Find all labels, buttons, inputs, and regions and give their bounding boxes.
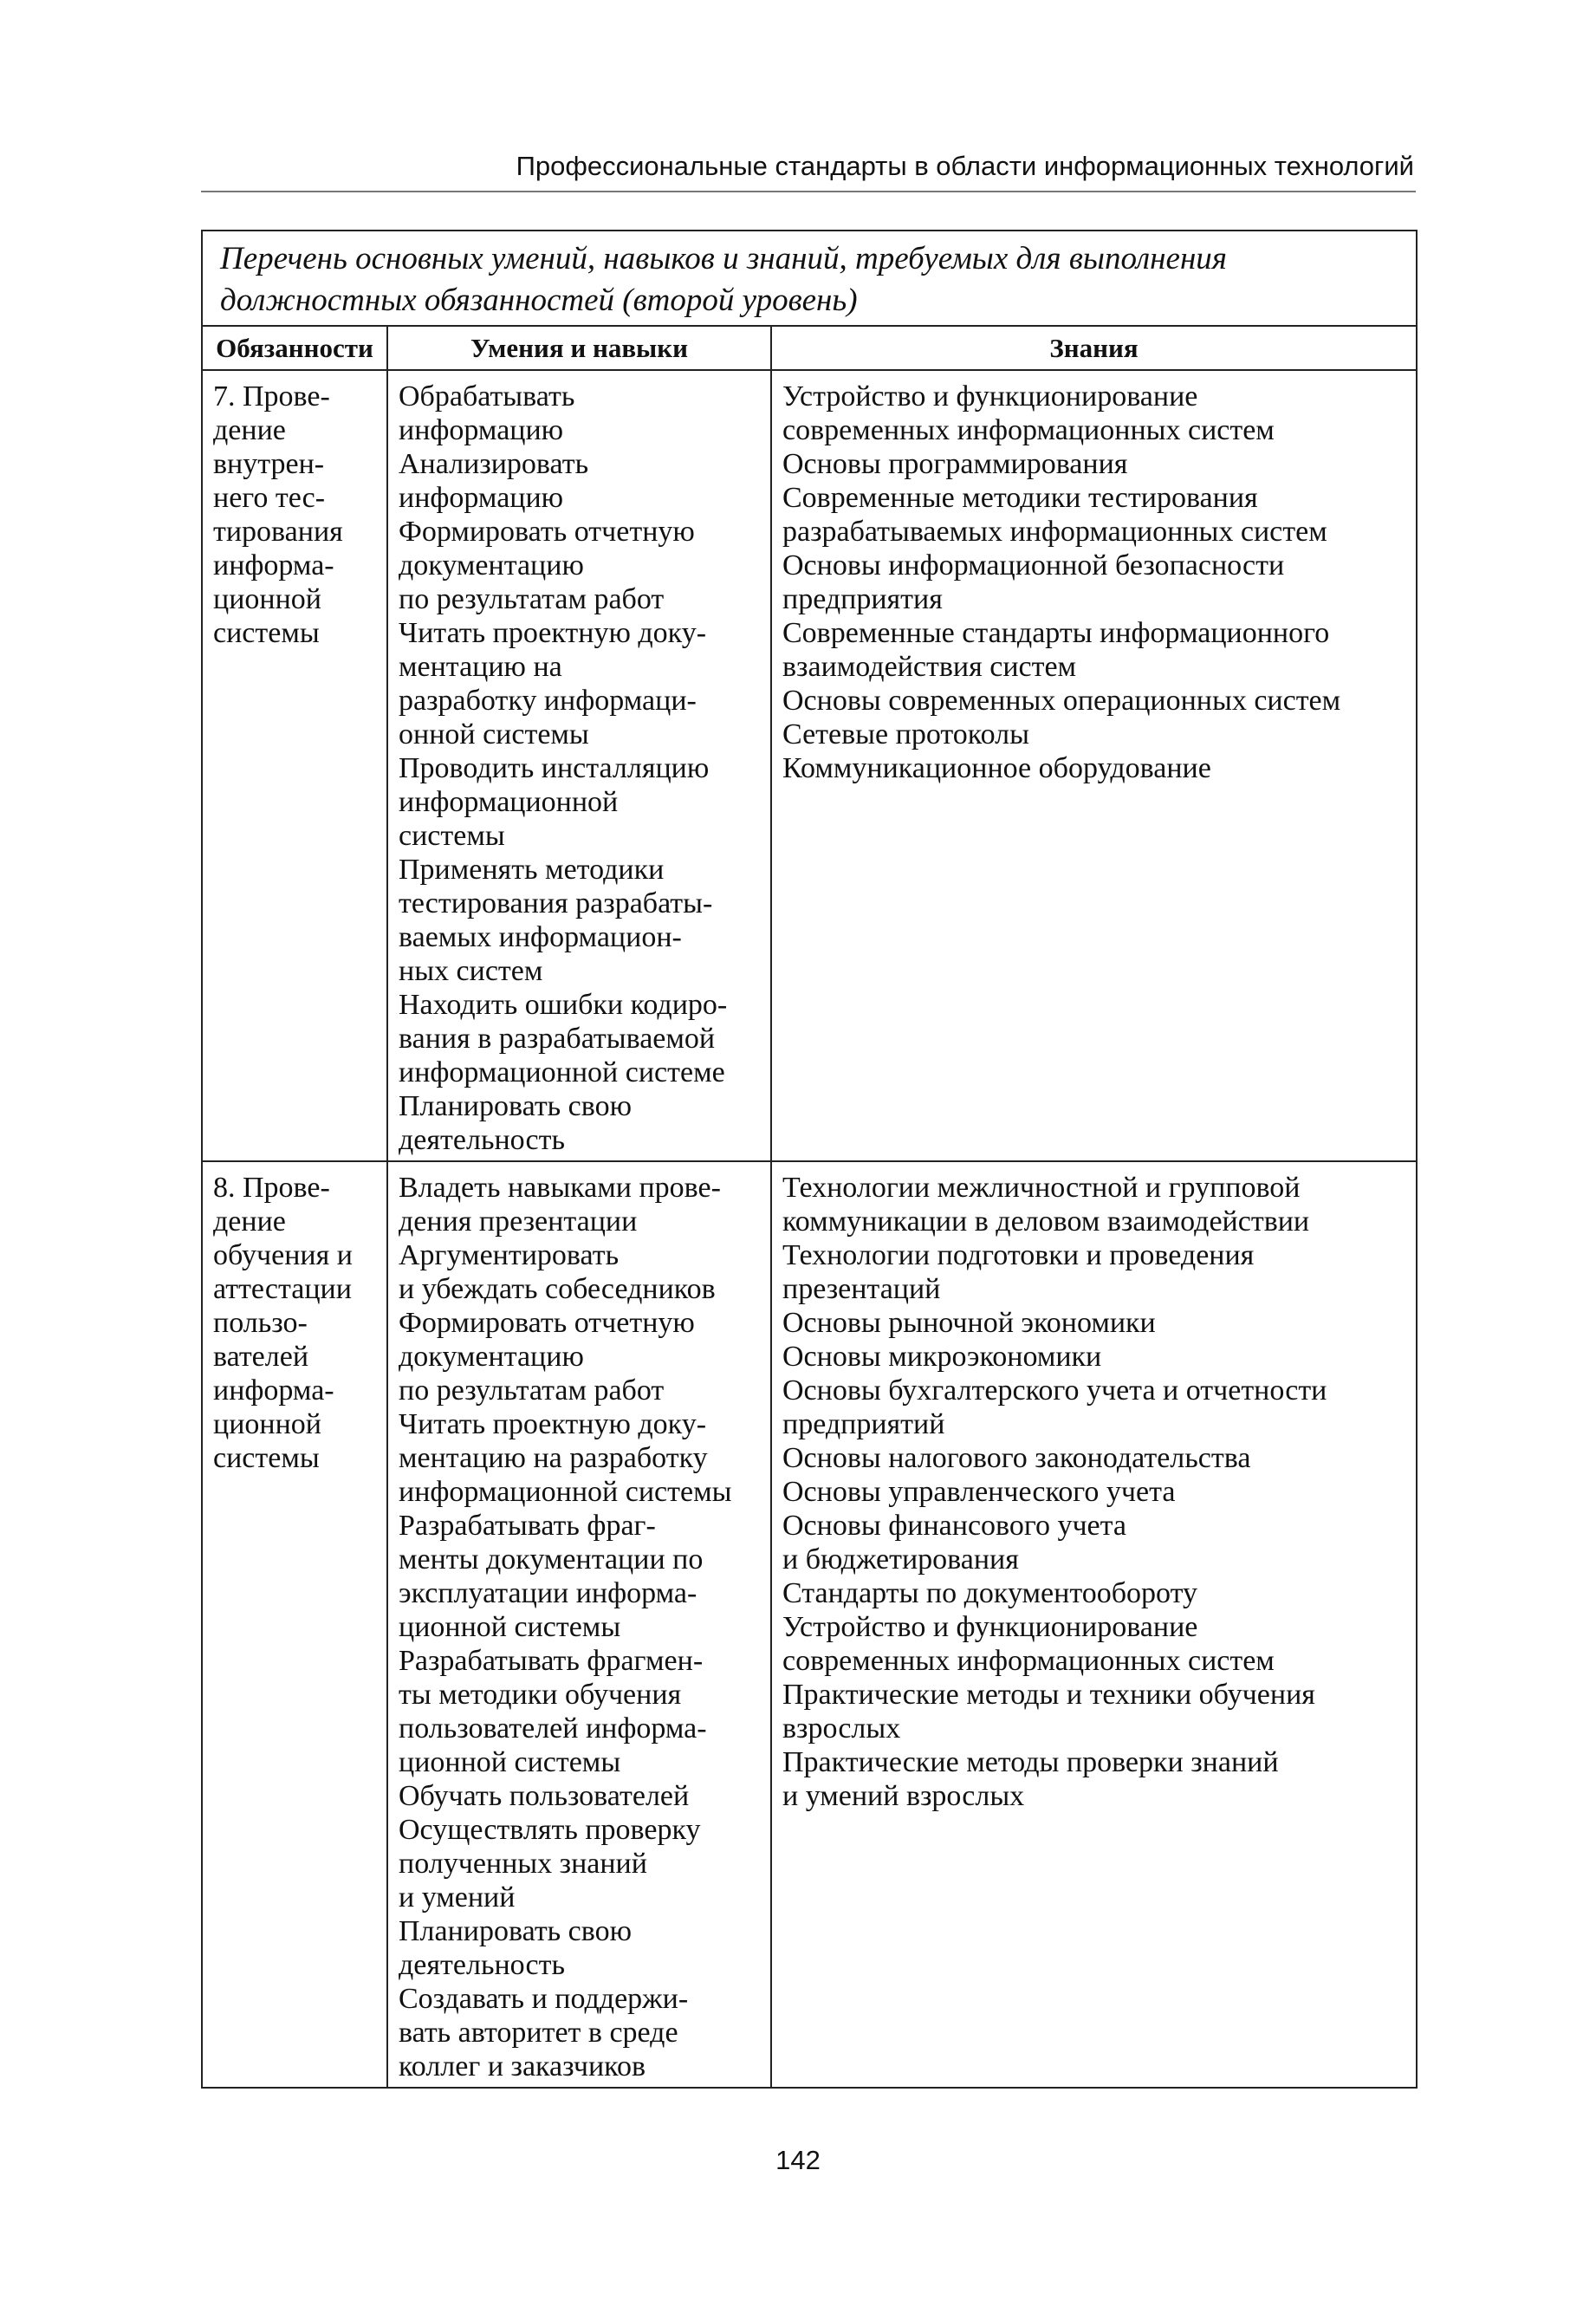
cell-line: Практические методы и техники обучения xyxy=(782,1679,1315,1711)
column-header-skills: Умения и навыки xyxy=(387,326,771,370)
cell-line: вания в разрабатываемой xyxy=(399,1023,716,1055)
column-header-duties: Обязанности xyxy=(202,326,387,370)
table-caption xyxy=(202,231,1417,326)
cell-line: пользо- xyxy=(213,1307,308,1339)
cell-line: полученных знаний xyxy=(399,1848,647,1880)
cell-line: Применять методики xyxy=(399,854,665,886)
cell-line: Анализировать xyxy=(399,448,589,480)
cell-line: Коммуникационное оборудование xyxy=(782,752,1211,784)
cell-line: Современные стандарты информационного xyxy=(782,617,1330,649)
cell-line: Формировать отчетную xyxy=(399,516,695,548)
cell-line: Читать проектную доку- xyxy=(399,617,707,649)
cell-line: вать авторитет в среде xyxy=(399,2017,678,2049)
cell-line: обучения и xyxy=(213,1239,353,1271)
cell-line: Сетевые протоколы xyxy=(782,718,1029,750)
cell-line: него тес- xyxy=(213,482,326,514)
cell-line: Создавать и поддержи- xyxy=(399,1983,689,2015)
cell-line: Технологии подготовки и проведения xyxy=(782,1239,1255,1271)
cell-line: Формировать отчетную xyxy=(399,1307,695,1339)
cell-line: 7. Прове- xyxy=(213,380,330,413)
cell-line: Практические методы проверки знаний xyxy=(782,1746,1279,1778)
cell-line: ционной xyxy=(213,1408,321,1440)
cell-line: ваемых информацион- xyxy=(399,921,682,953)
cell-line: современных информационных систем xyxy=(782,1645,1275,1677)
cell-line: взрослых xyxy=(782,1712,901,1744)
cell-line: дения презентации xyxy=(399,1205,638,1238)
cell-line: Современные методики тестирования xyxy=(782,482,1258,514)
cell-line: аттестации xyxy=(213,1273,352,1305)
cell-line: предприятий xyxy=(782,1408,945,1440)
cell-line: ты методики обучения xyxy=(399,1679,682,1711)
cell-line: ционной xyxy=(213,583,321,615)
cell-line: Обучать пользователей xyxy=(399,1780,690,1812)
cell-line: предприятия xyxy=(782,583,943,615)
cell-line: Владеть навыками прове- xyxy=(399,1172,721,1204)
cell-line: Устройство и функционирование xyxy=(782,1611,1198,1643)
cell-line: Находить ошибки кодиро- xyxy=(399,989,728,1021)
cell-line: коммуникации в деловом взаимодействии xyxy=(782,1205,1310,1238)
cell-line: и умений xyxy=(399,1881,516,1913)
cell-line: Основы управленческого учета xyxy=(782,1476,1176,1508)
cell-line: дение xyxy=(213,414,286,446)
cell-line: Разрабатывать фрагмен- xyxy=(399,1645,704,1677)
cell-line: информацию xyxy=(399,414,564,446)
skills-cell xyxy=(387,370,771,1161)
duty-cell xyxy=(202,1161,387,2088)
cell-line: информационной системы xyxy=(399,1476,732,1508)
cell-line: эксплуатации информа- xyxy=(399,1577,697,1609)
cell-line: вателей xyxy=(213,1341,309,1373)
cell-line: системы xyxy=(399,820,505,852)
cell-line: современных информационных систем xyxy=(782,414,1275,446)
cell-line: Основы микроэкономики xyxy=(782,1341,1102,1373)
cell-line: 8. Прове- xyxy=(213,1172,330,1204)
cell-line: ментацию на разработку xyxy=(399,1442,708,1474)
cell-line: Основы финансового учета xyxy=(782,1510,1127,1542)
cell-line: тестирования разрабаты- xyxy=(399,887,713,919)
page-number: 142 xyxy=(775,2145,821,2175)
competency-table xyxy=(201,230,1418,2089)
table-row xyxy=(202,1161,1417,2088)
cell-line: Осуществлять проверку xyxy=(399,1814,701,1846)
running-title: Профессиональные стандарты в области информационных технологий xyxy=(516,151,1414,181)
cell-line: деятельность xyxy=(399,1124,565,1156)
cell-line: ных систем xyxy=(399,955,543,987)
caption-line: должностных обязанностей (второй уровень) xyxy=(220,283,858,318)
knowledge-cell xyxy=(771,1161,1417,2088)
cell-line: Аргументировать xyxy=(399,1239,620,1271)
cell-line: Обрабатывать xyxy=(399,380,575,413)
cell-line: деятельность xyxy=(399,1949,565,1981)
cell-line: ционной системы xyxy=(399,1611,621,1643)
header-row xyxy=(202,326,1417,370)
cell-line: Основы программирования xyxy=(782,448,1128,480)
cell-line: Стандарты по документообороту xyxy=(782,1577,1197,1609)
cell-line: Технологии межличностной и групповой xyxy=(782,1172,1301,1204)
cell-line: Основы современных операционных систем xyxy=(782,685,1341,717)
cell-line: взаимодействия систем xyxy=(782,651,1077,683)
cell-line: ционной системы xyxy=(399,1746,621,1778)
cell-line: коллег и заказчиков xyxy=(399,2050,646,2082)
cell-line: тирования xyxy=(213,516,343,548)
cell-line: Читать проектную доку- xyxy=(399,1408,707,1440)
cell-line: пользователей информа- xyxy=(399,1712,707,1744)
cell-line: разрабатываемых информационных систем xyxy=(782,516,1327,548)
cell-line: информационной xyxy=(399,786,619,818)
cell-line: и умений взрослых xyxy=(782,1780,1025,1812)
cell-line: презентаций xyxy=(782,1273,941,1305)
cell-line: Основы бухгалтерского учета и отчетности xyxy=(782,1374,1327,1407)
cell-line: менты документации по xyxy=(399,1543,704,1576)
cell-line: Планировать свою xyxy=(399,1090,632,1122)
cell-line: документацию xyxy=(399,549,584,581)
cell-line: и убеждать собеседников xyxy=(399,1273,716,1305)
cell-line: документацию xyxy=(399,1341,584,1373)
cell-line: системы xyxy=(213,1442,320,1474)
cell-line: ментацию на xyxy=(399,651,562,683)
competency-table-container xyxy=(201,230,1416,2089)
caption-line: Перечень основных умений, навыков и знаний, требуемых для выполнения xyxy=(220,241,1227,276)
cell-line: информационной системе xyxy=(399,1056,725,1088)
cell-line: системы xyxy=(213,617,320,649)
cell-line: по результатам работ xyxy=(399,583,665,615)
cell-line: Основы рыночной экономики xyxy=(782,1307,1156,1339)
cell-line: по результатам работ xyxy=(399,1374,665,1407)
caption-row xyxy=(202,231,1417,326)
cell-line: Основы налогового законодательства xyxy=(782,1442,1251,1474)
cell-line: Проводить инсталляцию xyxy=(399,752,710,784)
cell-line: разработку информаци- xyxy=(399,685,697,717)
cell-line: Планировать свою xyxy=(399,1915,632,1947)
running-header xyxy=(201,153,1416,192)
cell-line: онной системы xyxy=(399,718,589,750)
table-row xyxy=(202,370,1417,1161)
cell-line: информа- xyxy=(213,1374,334,1407)
duty-cell xyxy=(202,370,387,1161)
cell-line: информа- xyxy=(213,549,334,581)
cell-line: информацию xyxy=(399,482,564,514)
cell-line: и бюджетирования xyxy=(782,1543,1019,1576)
cell-line: Основы информационной безопасности xyxy=(782,549,1285,581)
cell-line: Разрабатывать фраг- xyxy=(399,1510,656,1542)
cell-line: внутрен- xyxy=(213,448,325,480)
column-header-knowledge: Знания xyxy=(771,326,1417,370)
cell-line: Устройство и функционирование xyxy=(782,380,1198,413)
knowledge-cell xyxy=(771,370,1417,1161)
skills-cell xyxy=(387,1161,771,2088)
cell-line: дение xyxy=(213,1205,286,1238)
